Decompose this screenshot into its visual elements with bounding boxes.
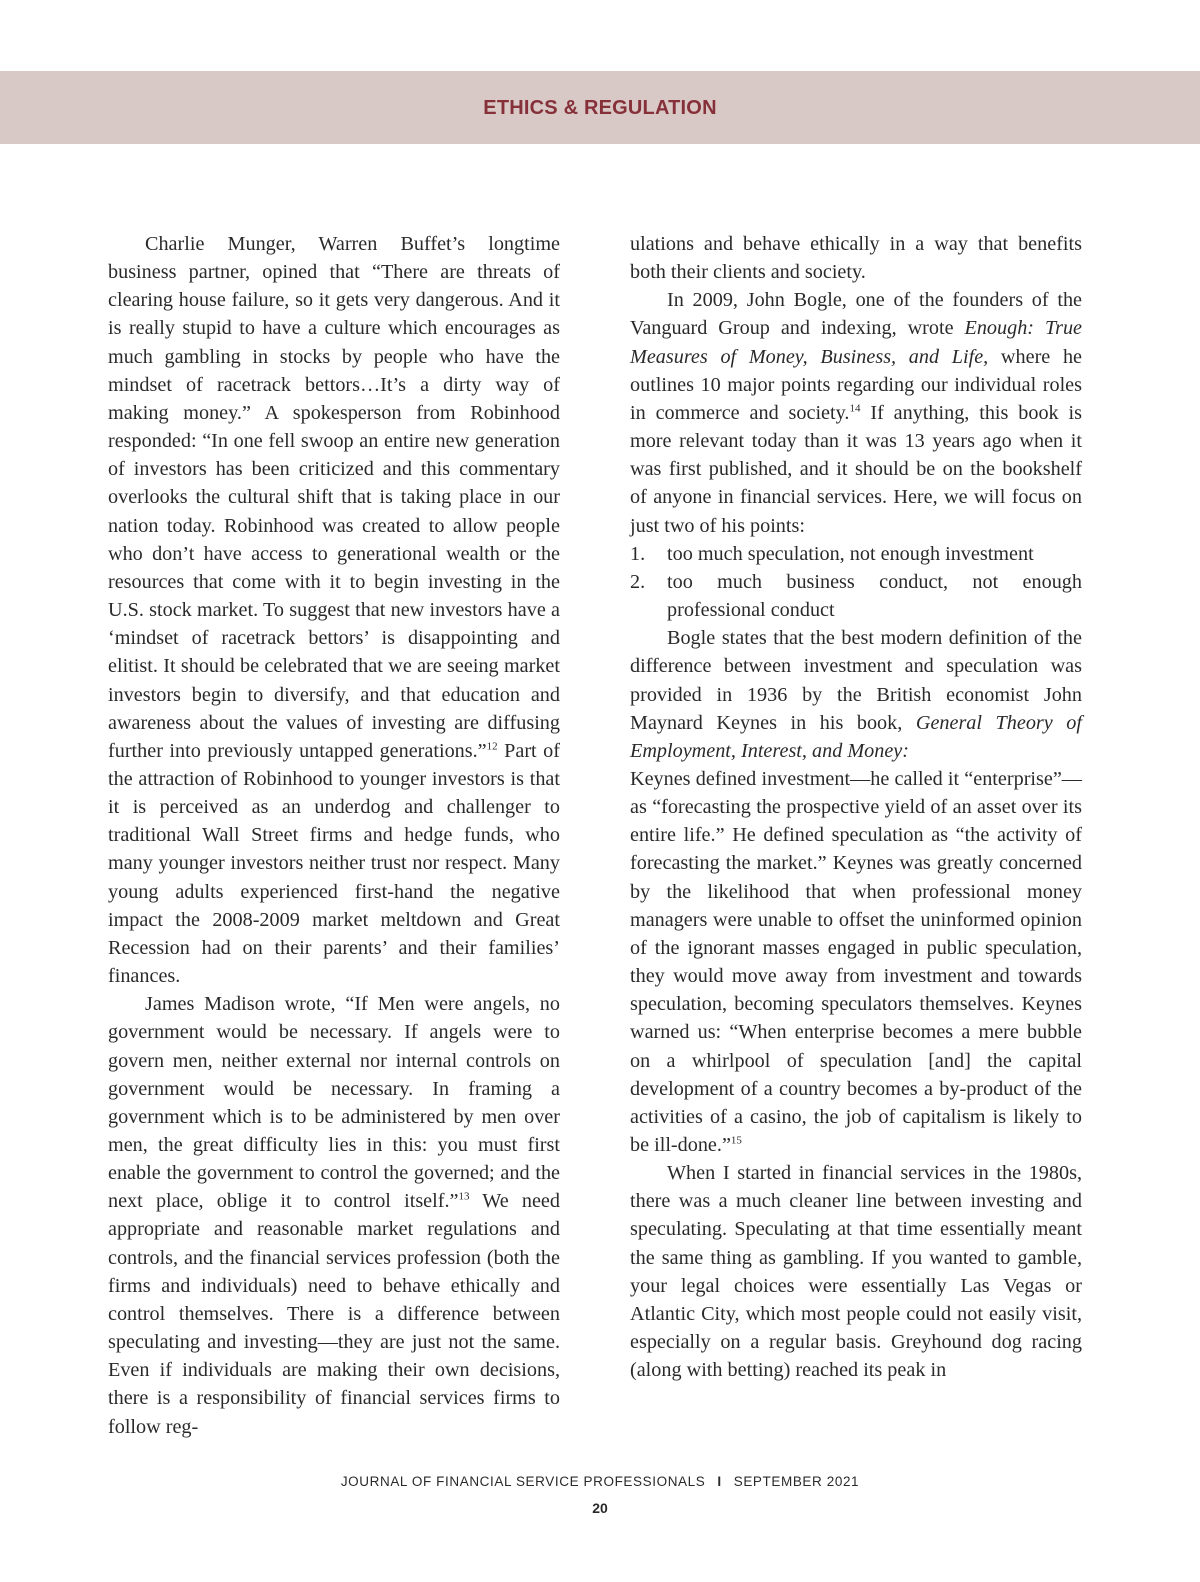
paragraph-continuation: ulations and behave ethically in a way that benefits both their clients and society. [630,233,1082,284]
paragraph-text: where he outlines 10 major points regarding our individual roles in commerce and society. [630,345,1082,424]
list-item [630,540,1082,568]
list-number: 1. [630,542,646,565]
paragraph-1980s: When I started in financial services in the 1980s, there was a much cleaner line between investing and speculating. Speculating at that time essentially meant the same thing as gambling. If you wanted to gamble, your legal choices were essentially Las Vegas or Atlantic City, which most people could not easily visit, especially on a regular basis. Greyhound dog racing (along with betting) reached its peak in [630,1162,1082,1382]
page-number: 20 [592,1500,608,1516]
paragraph-text: Charlie Munger, Warren Buffet’s longtime business partner, opined that “There are threats of clearing house failure, so it gets very dangerous. And it is really stupid to have a culture which encourages as much gambling in stocks by people who have the mindset of racetrack bettors…It’s a dirty way of making money.” A spokesperson from Robinhood responded: “In one fell swoop an entire new generation of investors has been criticized and this commentary overlooks the cultural shift that is taking place in our nation today. Robinhood was created to allow people who don’t have access to generational wealth or the resources that come with it to begin investing in the U.S. stock market. To suggest that new investors have a ‘mindset of racetrack bettors’ is disappointing and elitist. It should be celebrated that we are seeing market investors begin to diversify, and that education and awareness about the values of investing are diffusing further into previously untapped generations.” [108,233,560,762]
right-column [630,230,1082,1384]
paragraph-text: Bogle states that the best modern definition of the difference between investment and speculation was provided in 1936 by the British economist John Maynard Keynes in his book, [630,627,1082,734]
footnote-ref: 13 [458,1190,470,1203]
journal-name: JOURNAL OF FINANCIAL SERVICE PROFESSIONALS [340,1474,706,1489]
paragraph-text: In 2009, John Bogle, one of the founders of the Vanguard Group and indexing, wrote [630,289,1082,340]
list-item [630,568,1082,624]
footnote-ref: 14 [849,402,861,415]
paragraph-text: If anything, this book is more relevant today than it was 13 years ago when it was first published, and it should be on the bookshelf of anyone in financial services. Here, we will focus on just two of his points: [630,401,1082,537]
quote-text: Keynes defined investment—he called it “enterprise”—as “forecasting the prospective yield of an asset over its entire life.” He defined speculation as “the activity of forecasting the market.” Keynes was greatly concerned by the likelihood that when professional money managers were unable to offset the uninformed opinion of the ignorant masses engaged in public speculation, they would move away from investment and towards speculation, becoming speculators themselves. Keynes warned us: “When enterprise becomes a mere bubble on a whirlpool of speculation [and] the capital development of a country becomes a by-product of the activities of a casino, the job of capitalism is likely to be ill-done.” [630,767,1082,1156]
paragraph-text: We need appropriate and reasonable market regulations and controls, and the financial services profession (both the firms and individuals) need to behave ethically and control themselves. There is a difference between speculating and investing—they are just not the same. Even if individuals are making their own decisions, there is a responsibility of financial services firms to follow reg- [108,1190,560,1438]
section-title: ETHICS & REGULATION [483,97,717,119]
list-text: too much speculation, not enough investment [667,542,1034,565]
bogle-points-list [630,540,1082,624]
paragraph-text: James Madison wrote, “If Men were angels, no government would be necessary. If angels were to govern men, neither external nor internal controls on government would be necessary. In framing a government which is to be administered by men over men, the great difficulty lies in this: you must first enable the government to control the governed; and the next place, oblige it to control itself.” [108,993,560,1213]
footer-journal-line [0,1474,1200,1489]
section-header-band [0,71,1200,144]
list-number: 2. [630,570,646,593]
book-title: General Theory of Employment, Interest, and Money: [630,711,1083,762]
footnote-ref: 12 [486,740,498,753]
paragraph-keynes-intro [630,624,1082,765]
keynes-blockquote [630,765,1082,1159]
issue-date: SEPTEMBER 2021 [733,1474,860,1489]
list-text: too much business conduct, not enough professional conduct [667,570,1082,622]
left-column [108,230,560,1441]
book-title: Enough: True Measures of Money, Business, and Life, [630,317,1082,368]
footer-separator: I [717,1474,722,1489]
paragraph-bogle [630,286,1082,539]
paragraph-madison [108,990,560,1441]
footnote-ref: 15 [730,1134,742,1147]
paragraph-text: Part of the attraction of Robinhood to younger investors is that it is perceived as an underdog and challenger to traditional Wall Street firms and hedge funds, who many younger investors neither trust nor respect. Many young adults experienced first-hand the negative impact the 2008-2009 market meltdown and Great Recession had on their parents’ and their families’ finances. [108,739,560,988]
paragraph-munger [108,230,560,990]
